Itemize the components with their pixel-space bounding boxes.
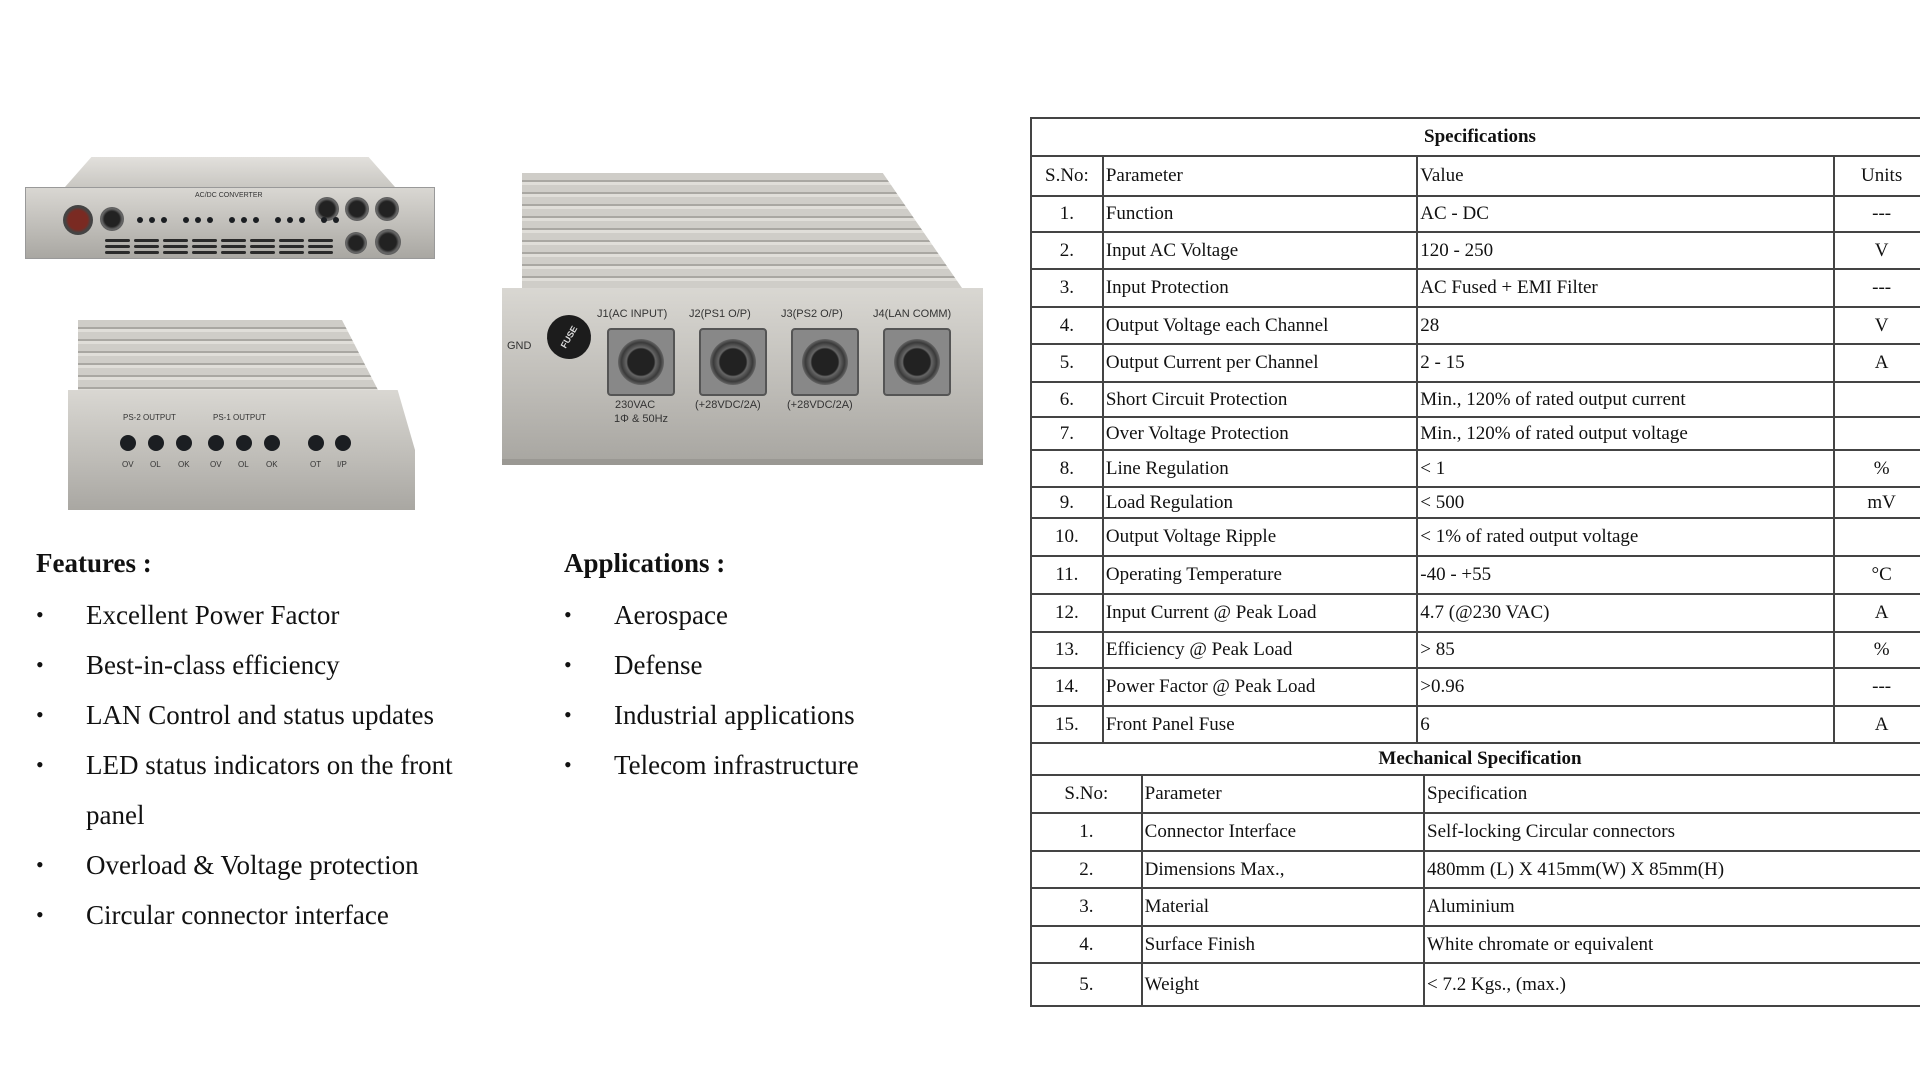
- circular-connector: [607, 328, 675, 396]
- vent-slot: [163, 245, 188, 248]
- table-row: [1031, 632, 1920, 668]
- parameter-cell: Front Panel Fuse: [1103, 706, 1417, 743]
- features-item: [36, 740, 453, 790]
- sno-cell: 2.: [1031, 232, 1103, 269]
- table-row: [1031, 269, 1920, 307]
- table-row: [1031, 594, 1920, 632]
- connector-label: J2(PS1 O/P): [689, 308, 751, 320]
- sno-cell: 3.: [1031, 269, 1103, 307]
- vent-slot: [163, 251, 188, 254]
- led-label: OK: [266, 460, 278, 469]
- sno-cell: 4.: [1031, 307, 1103, 344]
- table-row: [1031, 232, 1920, 269]
- table-row: [1031, 706, 1920, 743]
- rack-led: [253, 217, 259, 223]
- parameter-cell: Efficiency @ Peak Load: [1103, 632, 1417, 668]
- vent-slot: [105, 245, 130, 248]
- vent-slot: [279, 245, 304, 248]
- applications-item: [564, 740, 859, 790]
- features-item-text: Excellent Power Factor: [86, 600, 340, 630]
- column-header: Parameter: [1142, 775, 1424, 813]
- led-label: OT: [310, 460, 322, 469]
- status-led: [236, 435, 252, 451]
- table-row: [1031, 417, 1920, 450]
- applications-list: [564, 590, 859, 790]
- value-cell: -40 - +55: [1417, 556, 1834, 594]
- features-heading: Features :: [36, 548, 152, 578]
- features-item-text: LED status indicators on the front: [86, 750, 453, 780]
- units-cell: [1834, 417, 1920, 450]
- bullet-icon: •: [36, 652, 44, 677]
- status-led: [264, 435, 280, 451]
- units-cell: %: [1834, 450, 1920, 487]
- rack-led: [195, 217, 201, 223]
- parameter-cell: Load Regulation: [1103, 487, 1417, 518]
- value-cell: 6: [1417, 706, 1834, 743]
- led-box-photo: [68, 320, 415, 515]
- circular-connector: [883, 328, 951, 396]
- parameter-cell: Operating Temperature: [1103, 556, 1417, 594]
- sno-cell: 15.: [1031, 706, 1103, 743]
- sno-cell: 1.: [1031, 196, 1103, 232]
- parameter-cell: Weight: [1142, 963, 1424, 1006]
- features-item: [36, 590, 453, 640]
- specifications-title: Specifications: [1031, 118, 1920, 156]
- rack-led: [149, 217, 155, 223]
- rack-unit-photo: [25, 157, 435, 262]
- rack-led: [161, 217, 167, 223]
- features-item: [36, 790, 453, 840]
- features-item-text: Circular connector interface: [86, 900, 389, 930]
- features-item-text: LAN Control and status updates: [86, 700, 434, 730]
- table-row: [1031, 487, 1920, 518]
- sno-cell: 9.: [1031, 487, 1103, 518]
- sno-cell: 12.: [1031, 594, 1103, 632]
- table-row: [1031, 556, 1920, 594]
- column-header: Parameter: [1103, 156, 1417, 196]
- table-row: [1031, 382, 1920, 417]
- applications-item: [564, 640, 859, 690]
- vent-slot: [163, 239, 188, 242]
- specification-cell: 480mm (L) X 415mm(W) X 85mm(H): [1424, 851, 1920, 888]
- rack-led: [299, 217, 305, 223]
- value-cell: 4.7 (@230 VAC): [1417, 594, 1834, 632]
- units-cell: [1834, 518, 1920, 556]
- rack-led: [321, 217, 327, 223]
- mechanical-table: [1030, 742, 1920, 1007]
- units-cell: A: [1834, 344, 1920, 382]
- value-cell: < 1% of rated output voltage: [1417, 518, 1834, 556]
- applications-item: [564, 590, 859, 640]
- units-cell: mV: [1834, 487, 1920, 518]
- applications-item-text: Aerospace: [614, 600, 728, 630]
- parameter-cell: Over Voltage Protection: [1103, 417, 1417, 450]
- sno-cell: 7.: [1031, 417, 1103, 450]
- features-item: [36, 840, 453, 890]
- features-item: [36, 890, 453, 940]
- led-label: OV: [210, 460, 222, 469]
- units-cell: ---: [1834, 668, 1920, 706]
- applications-item-text: Industrial applications: [614, 700, 855, 730]
- vent-slot: [221, 239, 246, 242]
- features-item-text: Overload & Voltage protection: [86, 850, 419, 880]
- parameter-cell: Input Protection: [1103, 269, 1417, 307]
- gnd-label: GND: [507, 340, 532, 352]
- specification-cell: < 7.2 Kgs., (max.): [1424, 963, 1920, 1006]
- parameter-cell: Surface Finish: [1142, 926, 1424, 963]
- features-item: [36, 690, 453, 740]
- sno-cell: 3.: [1031, 888, 1142, 926]
- status-led: [148, 435, 164, 451]
- table-row: [1031, 344, 1920, 382]
- table-row: [1031, 450, 1920, 487]
- rack-led: [275, 217, 281, 223]
- status-led: [176, 435, 192, 451]
- parameter-cell: Output Voltage Ripple: [1103, 518, 1417, 556]
- led-label: OL: [238, 460, 249, 469]
- table-row: [1031, 307, 1920, 344]
- applications-heading: Applications :: [564, 548, 726, 578]
- applications-item-text: Defense: [614, 650, 703, 680]
- vent-slot: [192, 251, 217, 254]
- vent-slot: [308, 239, 333, 242]
- applications-item: [564, 690, 859, 740]
- parameter-cell: Material: [1142, 888, 1424, 926]
- sno-cell: 6.: [1031, 382, 1103, 417]
- value-cell: < 1: [1417, 450, 1834, 487]
- ps2-output-label: PS-2 OUTPUT: [123, 413, 176, 422]
- vent-slot: [105, 239, 130, 242]
- column-header: S.No:: [1031, 775, 1142, 813]
- bullet-icon: •: [36, 752, 44, 777]
- table-row: [1031, 668, 1920, 706]
- led-label: OV: [122, 460, 134, 469]
- bullet-icon: •: [564, 702, 572, 727]
- ac-note-label: 1Φ & 50Hz: [614, 413, 669, 425]
- specification-cell: Aluminium: [1424, 888, 1920, 926]
- units-cell: V: [1834, 307, 1920, 344]
- vent-slot: [105, 251, 130, 254]
- parameter-cell: Function: [1103, 196, 1417, 232]
- features-item-text: panel: [86, 800, 145, 830]
- rack-led: [287, 217, 293, 223]
- bullet-icon: •: [564, 752, 572, 777]
- rack-led: [229, 217, 235, 223]
- vent-slot: [192, 245, 217, 248]
- circular-connector: [699, 328, 767, 396]
- led-label: I/P: [337, 460, 347, 469]
- rack-led: [333, 217, 339, 223]
- connector-box-photo: [502, 173, 983, 465]
- rack-led: [207, 217, 213, 223]
- parameter-cell: Short Circuit Protection: [1103, 382, 1417, 417]
- rack-led: [183, 217, 189, 223]
- vent-slot: [221, 251, 246, 254]
- status-led: [208, 435, 224, 451]
- sno-cell: 5.: [1031, 344, 1103, 382]
- features-item-text: Best-in-class efficiency: [86, 650, 340, 680]
- parameter-cell: Line Regulation: [1103, 450, 1417, 487]
- connector-rating-label: (+28VDC/2A): [695, 399, 761, 411]
- parameter-cell: Power Factor @ Peak Load: [1103, 668, 1417, 706]
- vent-slot: [250, 245, 275, 248]
- vent-slot: [279, 239, 304, 242]
- connector-label: J1(AC INPUT): [597, 308, 668, 320]
- circular-connector: [791, 328, 859, 396]
- column-header: Specification: [1424, 775, 1920, 813]
- bullet-icon: •: [36, 602, 44, 627]
- sno-cell: 10.: [1031, 518, 1103, 556]
- parameter-cell: Input Current @ Peak Load: [1103, 594, 1417, 632]
- connector-rating-label: (+28VDC/2A): [787, 399, 853, 411]
- units-cell: [1834, 382, 1920, 417]
- sno-cell: 11.: [1031, 556, 1103, 594]
- features-list: [36, 590, 453, 940]
- sno-cell: 8.: [1031, 450, 1103, 487]
- value-cell: AC Fused + EMI Filter: [1417, 269, 1834, 307]
- fuse-label: FUSE: [558, 324, 580, 350]
- bullet-icon: •: [36, 702, 44, 727]
- column-header: S.No:: [1031, 156, 1103, 196]
- vent-slot: [250, 239, 275, 242]
- table-row: [1031, 851, 1920, 888]
- bullet-icon: •: [564, 652, 572, 677]
- connector-rating-label: 230VAC: [615, 399, 656, 411]
- parameter-cell: Dimensions Max.,: [1142, 851, 1424, 888]
- sno-cell: 1.: [1031, 813, 1142, 851]
- table-row: [1031, 518, 1920, 556]
- vent-slot: [279, 251, 304, 254]
- value-cell: 2 - 15: [1417, 344, 1834, 382]
- vent-slot: [192, 239, 217, 242]
- bullet-icon: •: [36, 852, 44, 877]
- status-led: [308, 435, 324, 451]
- vent-slot: [221, 245, 246, 248]
- column-header: Units: [1834, 156, 1920, 196]
- units-cell: ---: [1834, 269, 1920, 307]
- features-item: [36, 640, 453, 690]
- sno-cell: 14.: [1031, 668, 1103, 706]
- connector-label: J4(LAN COMM): [873, 308, 952, 320]
- specification-cell: Self-locking Circular connectors: [1424, 813, 1920, 851]
- sno-cell: 5.: [1031, 963, 1142, 1006]
- sno-cell: 2.: [1031, 851, 1142, 888]
- specification-cell: White chromate or equivalent: [1424, 926, 1920, 963]
- parameter-cell: Output Voltage each Channel: [1103, 307, 1417, 344]
- vent-slot: [134, 239, 159, 242]
- ps1-output-label: PS-1 OUTPUT: [213, 413, 266, 422]
- value-cell: Min., 120% of rated output current: [1417, 382, 1834, 417]
- parameter-cell: Input AC Voltage: [1103, 232, 1417, 269]
- value-cell: 120 - 250: [1417, 232, 1834, 269]
- parameter-cell: Output Current per Channel: [1103, 344, 1417, 382]
- applications-item-text: Telecom infrastructure: [614, 750, 859, 780]
- parameter-cell: Connector Interface: [1142, 813, 1424, 851]
- table-row: [1031, 888, 1920, 926]
- table-row: [1031, 196, 1920, 232]
- units-cell: ---: [1834, 196, 1920, 232]
- column-header: Value: [1417, 156, 1834, 196]
- vent-slot: [134, 245, 159, 248]
- vent-slot: [308, 251, 333, 254]
- table-row: [1031, 926, 1920, 963]
- value-cell: 28: [1417, 307, 1834, 344]
- vent-slot: [134, 251, 159, 254]
- rack-led: [137, 217, 143, 223]
- units-cell: A: [1834, 594, 1920, 632]
- specifications-table: [1030, 117, 1920, 744]
- sno-cell: 13.: [1031, 632, 1103, 668]
- mechanical-title: Mechanical Specification: [1031, 743, 1920, 775]
- value-cell: > 85: [1417, 632, 1834, 668]
- sno-cell: 4.: [1031, 926, 1142, 963]
- value-cell: Min., 120% of rated output voltage: [1417, 417, 1834, 450]
- bullet-icon: •: [36, 902, 44, 927]
- value-cell: < 500: [1417, 487, 1834, 518]
- units-cell: V: [1834, 232, 1920, 269]
- vent-slot: [250, 251, 275, 254]
- rack-title-label: AC/DC CONVERTER: [195, 192, 263, 199]
- status-led: [335, 435, 351, 451]
- units-cell: °C: [1834, 556, 1920, 594]
- vent-slot: [308, 245, 333, 248]
- rack-led: [241, 217, 247, 223]
- value-cell: >0.96: [1417, 668, 1834, 706]
- bullet-icon: •: [564, 602, 572, 627]
- table-row: [1031, 963, 1920, 1006]
- value-cell: AC - DC: [1417, 196, 1834, 232]
- connector-label: J3(PS2 O/P): [781, 308, 843, 320]
- status-led: [120, 435, 136, 451]
- units-cell: A: [1834, 706, 1920, 743]
- led-label: OK: [178, 460, 190, 469]
- units-cell: %: [1834, 632, 1920, 668]
- table-row: [1031, 813, 1920, 851]
- led-label: OL: [150, 460, 161, 469]
